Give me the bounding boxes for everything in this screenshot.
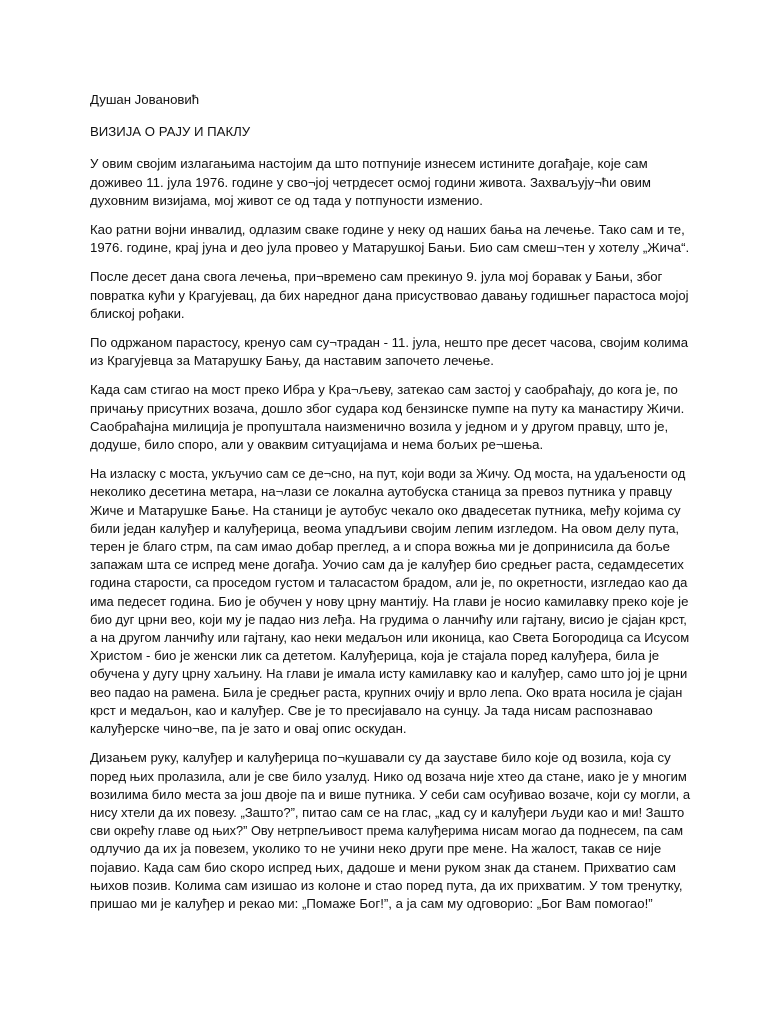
text-line: неколико десетина метара, на¬лази се локална аутобуска станица за превоз путника у правцу [90, 484, 673, 500]
document-page [90, 91, 690, 924]
text-line: калуђерске чино¬ве, па је зато и овај опис оскудан. [90, 721, 407, 737]
text-line: из Крагујевца за Матарушку Бању, да наставим започето лечење. [90, 353, 494, 369]
text-line: причању присутних возача, дошло због судара код бензинске пумпе на путу ка манастиру Жичи. [90, 400, 685, 416]
text-line: блиској рођаки. [90, 305, 185, 321]
text-line: нису хтели да их повезу. „Зашто?”, питао сам се на глас, „кад су и калуђери људи као и ми! Зашто [90, 804, 685, 820]
paragraph-6 [90, 465, 690, 738]
paragraph-4 [90, 334, 690, 370]
document-title: ВИЗИЈА О РАЈУ И ПАКЛУ [90, 124, 251, 140]
text-line: обучена у дугу црну хаљину. На глави је имала исту камилавку као и калуђер, само што јој је црни [90, 666, 688, 682]
text-line: вео падао на рамена. Била је средњег раста, крупних очију и врло лепа. Око врата носила је сјајан [90, 684, 683, 700]
text-line: Христом - био је женски лик са дететом. Калуђерица, која је стајала поред калуђера, била је [90, 648, 660, 664]
text-line: поред њих пролазила, али је све било узалуд. Нико од возача није хтео да стане, иако је у многим [90, 768, 687, 784]
text-line: били један калуђер и калуђерица, веома упадљиви својим лепим изгледом. На овом делу пута, [90, 520, 680, 536]
text-line: возилима било места за још двоје па и више путника. У себи сам осуђивао возаче, који су могли, а [90, 786, 691, 802]
author-name: Душан Јовановић [90, 92, 200, 107]
text-line: терен је благо стрм, па сам имао добар преглед, а и спора вожња ми је допринисила да боље [90, 539, 670, 555]
text-line: Дизањем руку, калуђер и калуђерица по¬кушавали су да зауставе било које од возила, која су [90, 750, 671, 766]
text-line: година старости, са проседом густом и таласастом брадом, али је, по окретности, изгледао као да [90, 575, 688, 591]
paragraph-3 [90, 268, 690, 323]
text-line: Жиче и Матарушке Бање. На станици је аутобус чекало око двадесетак путника, међу којима су [90, 502, 681, 518]
text-line: а на другом ланчићу или гајтану, као неки медаљон или иконица, као Света Богородица са Исусом [90, 630, 690, 646]
text-line: доживео 11. јула 1976. године у сво¬јој четрдесет осмој години живота. Захваљују¬ћи овим [90, 174, 651, 190]
paragraph-2 [90, 221, 690, 257]
text-line: пришао ми је калуђер и рекао ми: „Помаже Бог!”, а ја сам му одговорио: „Бог Вам помогао!” [90, 895, 653, 911]
text-line: После десет дана свога лечења, при¬времено сам прекинуо 9. јула мој боравак у Бањи, због [90, 269, 663, 285]
text-line: њихов позив. Колима сам изишао из колоне и стао поред пута, да их прихватим. У том тренутку, [90, 877, 683, 893]
text-line: Саобраћајна милиција је пропуштала наизменично возила у једном и у другом правцу, што је, [90, 418, 669, 434]
text-line: Када сам стигао на мост преко Ибра у Кра¬љеву, затекао сам застој у саобраћају, до кога је, по [90, 382, 678, 398]
text-line: одлучио да их ја повезем, уколико то не учини неко други пре мене. На жалост, такав се није [90, 841, 662, 857]
text-line: појавио. Када сам био скоро испред њих, дадоше и мени руком знак да станем. Прихватио сам [90, 859, 676, 875]
text-line: био дуг црни вео, који му је падао низ леђа. На грудима о ланчићу или гајтану, висио је сјајан крст, [90, 611, 687, 627]
paragraph-1 [90, 155, 690, 210]
text-line: Као ратни војни инвалид, одлазим сваке године у неку од наших бања на лечење. Тако сам и те, [90, 222, 685, 238]
text-line: додуше, било споро, али у оваквим ситуацијама и нема бољих ре¬шења. [90, 437, 544, 453]
text-line: запажам шта се испред мене догађа. Уочио сам да је калуђер био средњег раста, седамдесетих [90, 557, 684, 573]
text-line: 1976. године, крај јуна и део јула провео у Матарушкој Бањи. Био сам смеш¬тен у хотелу „Жича“. [90, 240, 690, 256]
text-line: По одржаном парастосу, кренуо сам су¬традан - 11. јула, нешто пре десет часова, својим колима [90, 335, 689, 351]
paragraph-7 [90, 749, 690, 913]
paragraph-5 [90, 381, 690, 454]
text-line: има педесет година. Био је обучен у нову црну мантију. На глави је носио камилавку преко које је [90, 593, 689, 609]
text-line: У овим својим излагањима настојим да што потпуније изнесем истините догађаје, које сам [90, 156, 648, 172]
text-line: сви окрећу главе од њих?” Ову нетрпељивост према калуђерима нисам могао да поднесем, па сам [90, 823, 684, 839]
text-line: На излаcку с моста, укључио сам се де¬сно, на пут, који води за Жичу. Од моста, на удаљености од [90, 466, 686, 482]
text-line: повратка кући у Крагујевац, да бих наредног дана присуствовао давању годишњег парастоса мојој [90, 287, 689, 303]
text-line: крст и медаљон, као и калуђер. Све је то пресијавало на сунцу. Ја тада нисам распознавао [90, 702, 653, 718]
text-line: духовним визијама, мој живот се од тада у потпуности изменио. [90, 192, 483, 208]
